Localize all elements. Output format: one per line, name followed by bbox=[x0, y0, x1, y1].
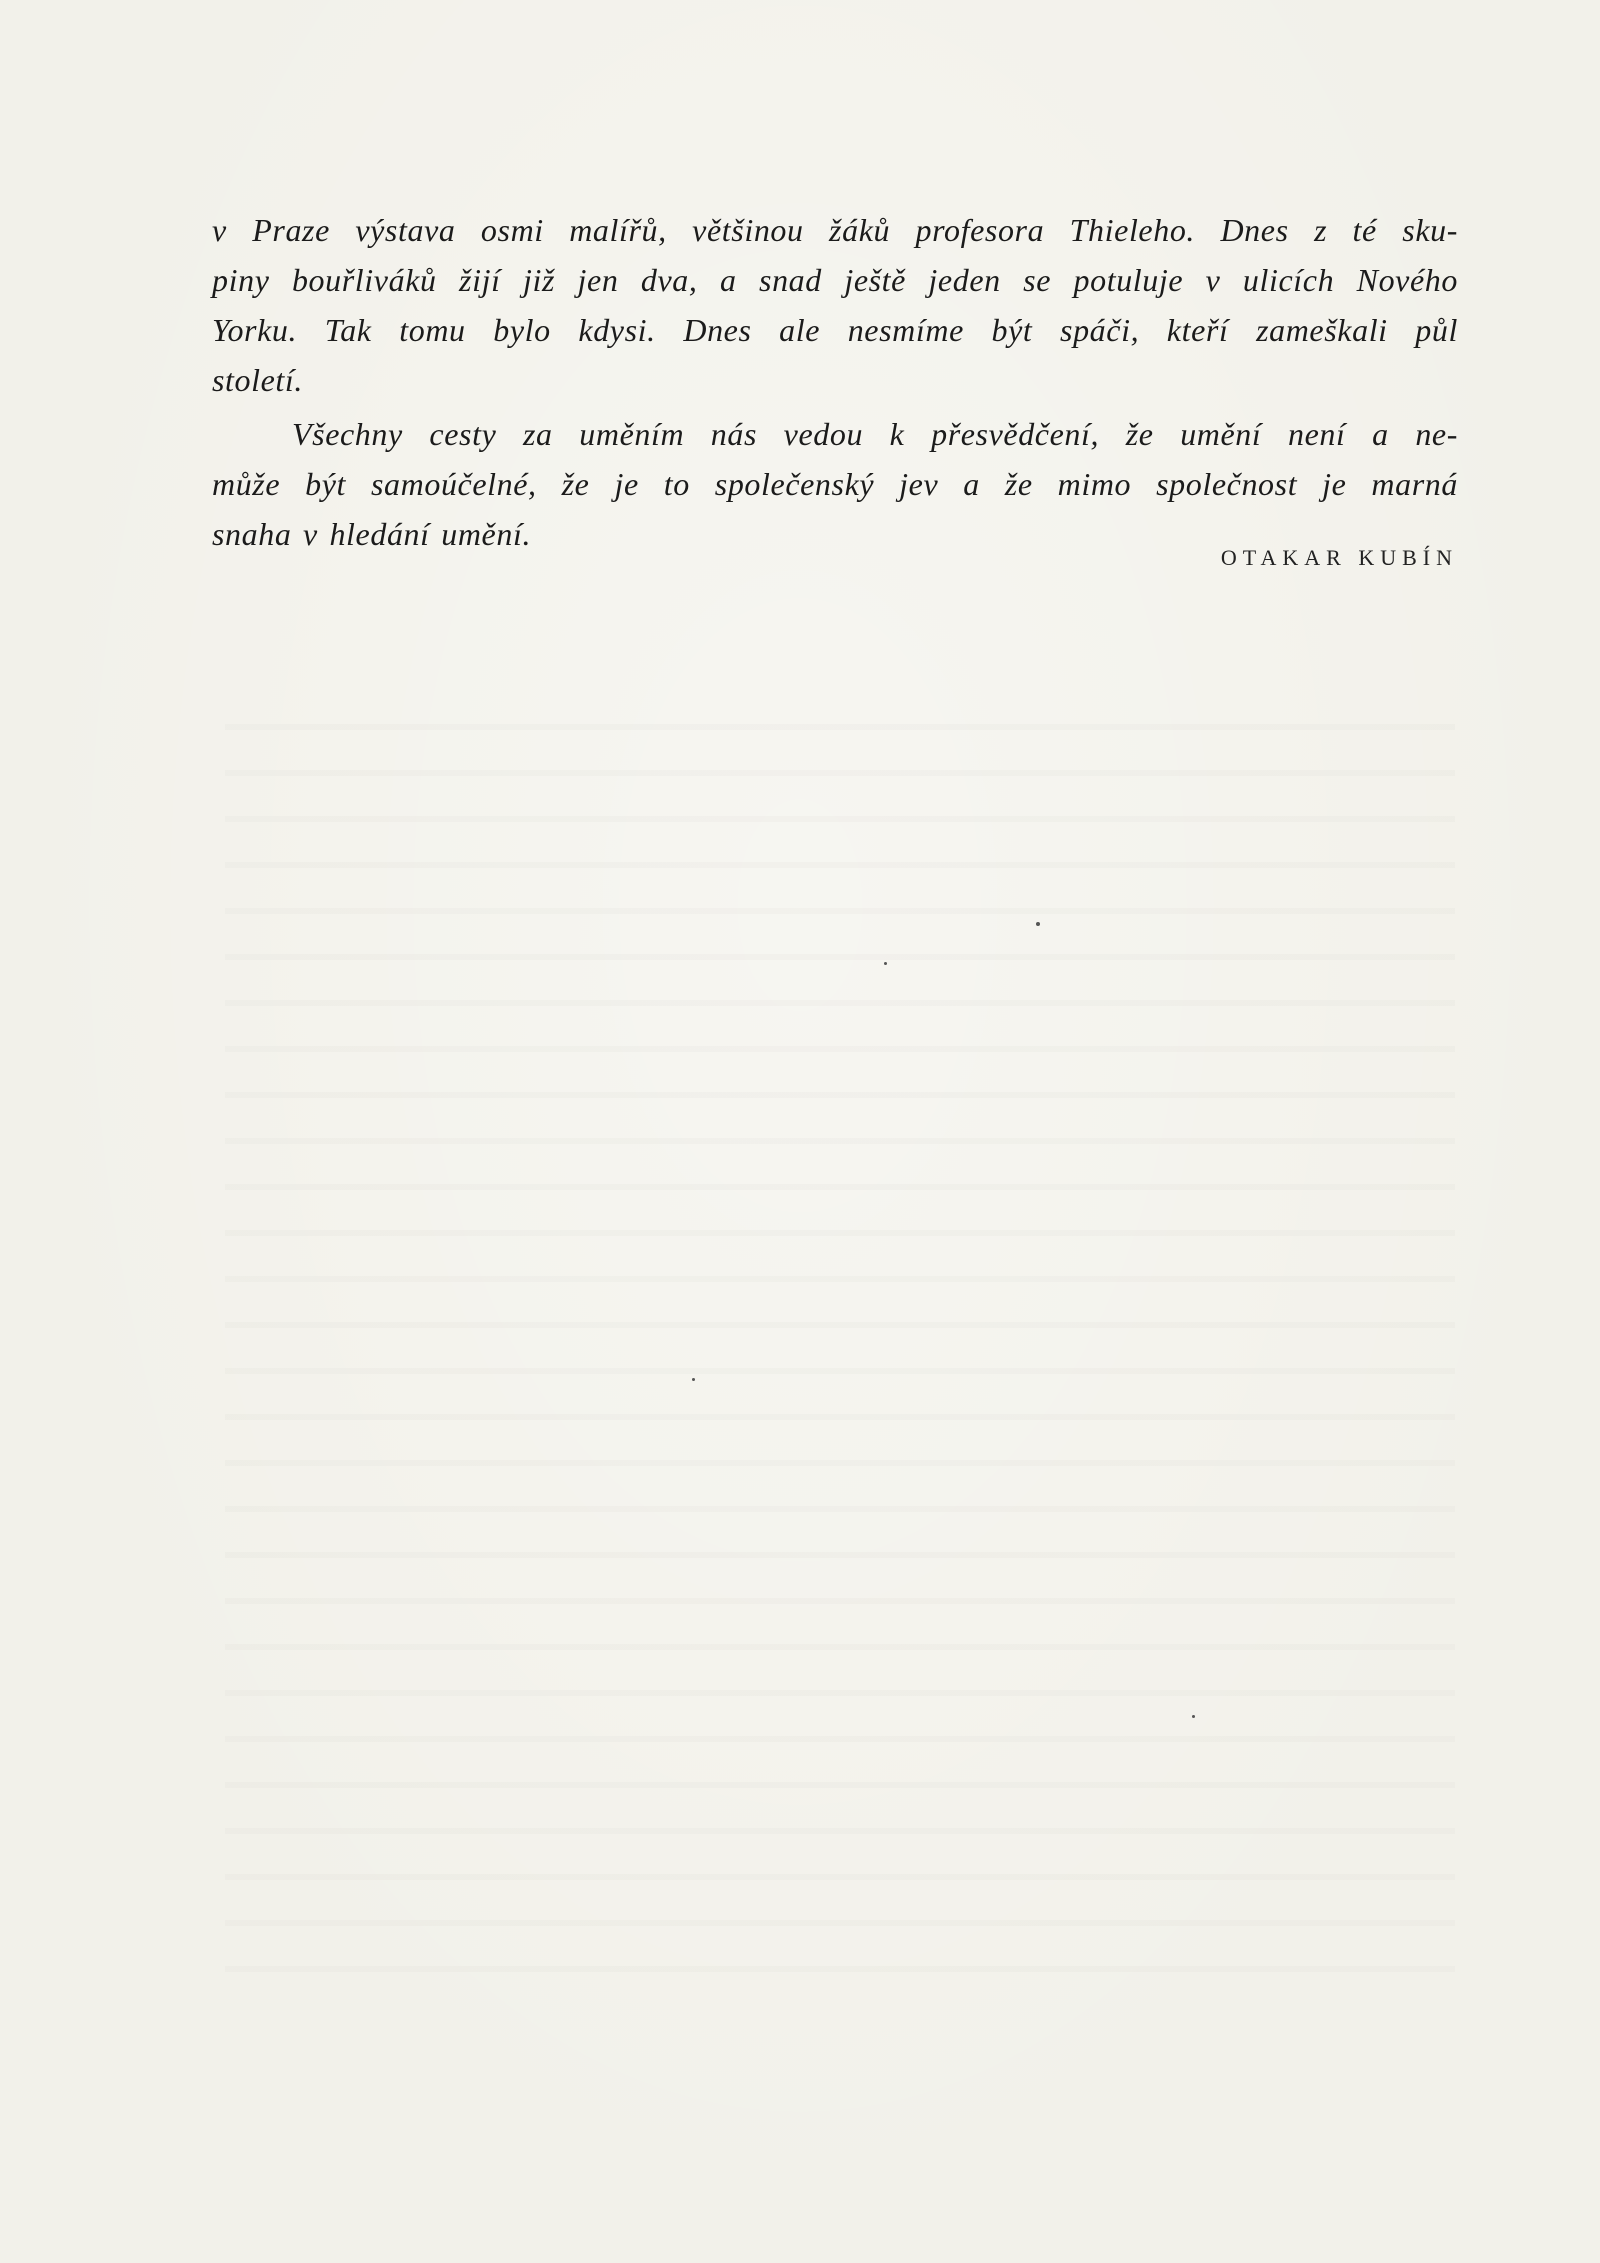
show-through-text bbox=[225, 690, 1455, 1990]
paper-speck bbox=[1036, 922, 1040, 926]
body-text bbox=[212, 205, 1458, 559]
paragraph-1 bbox=[212, 205, 1458, 405]
text-line: může být samoúčelné, že je to společenský jev a že mimo společnost je marná bbox=[212, 466, 1458, 502]
text-line: v Praze výstava osmi malířů, většinou žáků profesora Thieleho. Dnes z té sku- bbox=[212, 212, 1458, 248]
text-line: piny bouřliváků žijí již jen dva, a snad ještě jeden se potuluje v ulicích Nového bbox=[212, 262, 1458, 298]
paper-speck bbox=[884, 962, 887, 965]
paper-speck bbox=[692, 1378, 695, 1381]
text-line: Yorku. Tak tomu bylo kdysi. Dnes ale nesmíme být spáči, kteří zameškali půl bbox=[212, 312, 1458, 348]
text-line: snaha v hledání umění. bbox=[212, 516, 532, 552]
author-signature: OTAKAR KUBÍN bbox=[1220, 545, 1458, 570]
text-line: Všechny cesty za uměním nás vedou k přesvědčení, že umění není a ne- bbox=[292, 416, 1458, 452]
paper-speck bbox=[1192, 1715, 1195, 1718]
text-line: století. bbox=[212, 362, 304, 398]
paragraph-2 bbox=[212, 409, 1458, 559]
